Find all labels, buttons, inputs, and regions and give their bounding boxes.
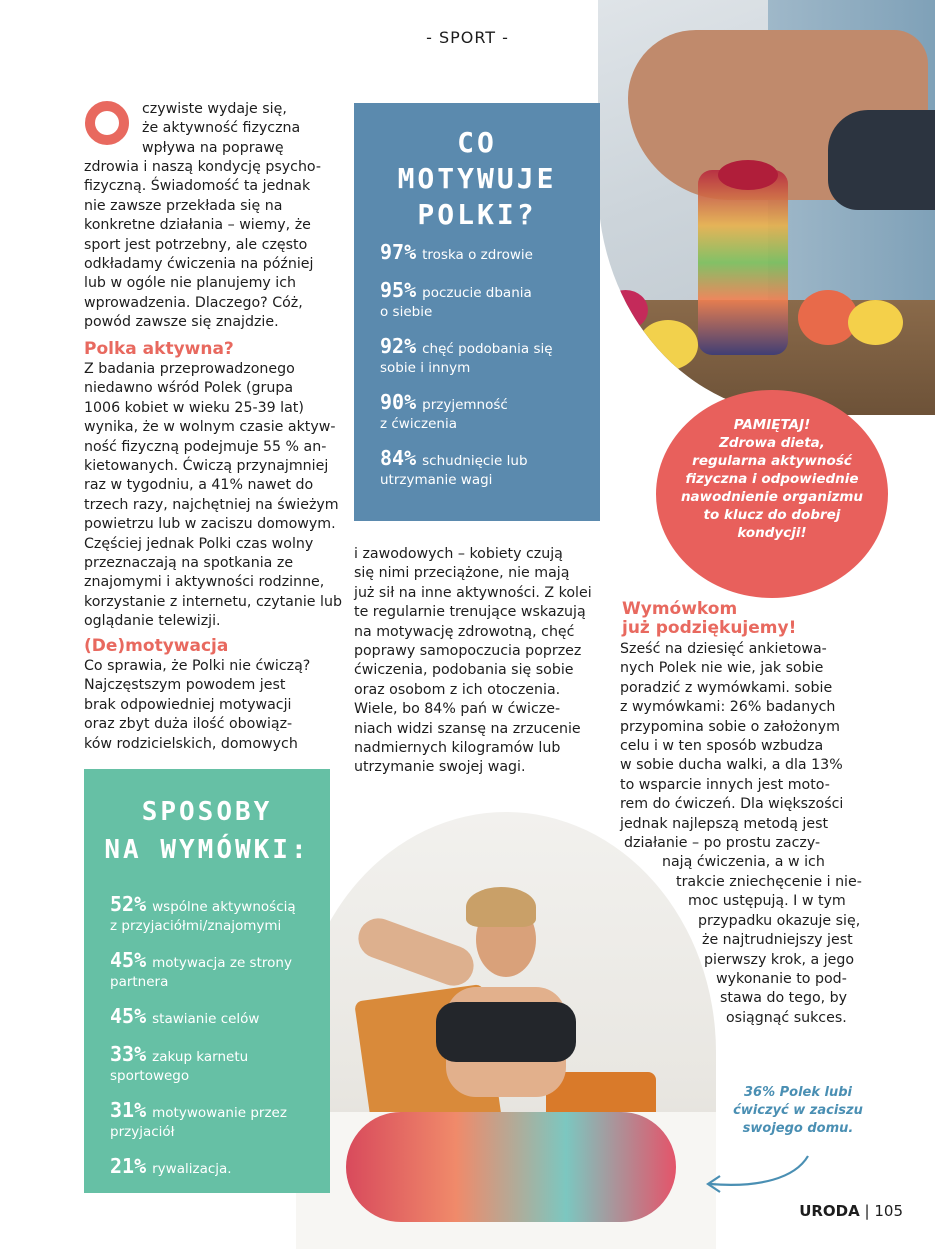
motivation-title: CO MOTYWUJE POLKI?: [397, 126, 557, 231]
stat-row: 90% przyjemność z ćwiczenia: [380, 390, 508, 432]
reminder-circle: PAMIĘTAJ! Zdrowa dieta, regularna aktywność fizyczna i odpowiednie nawodnienie organizmu to klucz do dobrej kondycji!: [656, 390, 888, 598]
middle-paragraph: i zawodowych – kobiety czują się nimi przeciążone, nie mają już sił na inne aktywności. Z kolei te regularnie trenujące wskazują na motywację zdrowotną, chęć poprawy samopoczucia poprzez ćwiczenia, podobania się sobie oraz osobom z ich otoczenia. Wiele, bo 84% pań w ćwicze- niach widzi szansę na zrzucenie nadmiernych kilogramów lub utrzymanie swojej wagi.: [354, 546, 592, 776]
excuses-paragraph: Sześć na dziesięć ankietowa- nych Polek nie wie, jak sobie poradzić z wymówkami. sobie z wymówkami: 26% badanych przypomina sobie o założonym celu i w ten sposób wzbudza w sobie ducha walki, a dla 13% to wsparcie innych jest moto- rem do ćwiczeń. Dla większości jednak najlepszą metodą jest działanie – po prostu zaczy- nają ćwiczenia, a w ich trakcie zniechęcenie i nie- moc ustępują. I w tym przypadku okazuje się, że najtrudniejszy jest pierwszy krok, a jego wykonanie to pod- stawa do tego, by osiągnąć sukces.: [620, 641, 862, 1026]
section-tag: - SPORT -: [426, 28, 509, 47]
excuses-box: [84, 769, 330, 1193]
paragraph-demotywacja: Co sprawia, że Polki nie ćwiczą? Najczęstszym powodem jest brak odpowiedniej motywacji oraz zbyt duża ilość obowiąz- ków rodzicielskich, domowych: [84, 658, 311, 752]
stat-row: 97% troska o zdrowie: [380, 240, 533, 264]
page-footer: URODA | 105: [799, 1202, 903, 1220]
stat-row: 84% schudnięcie lub utrzymanie wagi: [380, 446, 528, 488]
stat-row: 45% stawianie celów: [110, 1004, 260, 1028]
paragraph-polka-aktywna: Z badania przeprowadzonego niedawno wśród Polek (grupa 1006 kobiet w wieku 25-39 lat) wynika, że w wolnym czasie aktyw- ność fizyczną podejmuje 55 % an- kietowanych. Ćwiczą przynajmniej raz w tygodniu, a 41% nawet do trzech razy, najchętniej na świeżym powietrzu lub w zaciszu domowym. Częściej jednak Polki czas wolny przeznaczają na spotkania ze znajomymi i aktywności rodzinne, korzystanie z internetu, czytanie lub oglądanie telewizji.: [84, 361, 342, 630]
stat-row: 52% wspólne aktywnością z przyjaciółmi/znajomymi: [110, 892, 296, 934]
magazine-name: URODA: [799, 1202, 860, 1220]
stat-row: 45% motywacja ze strony partnera: [110, 948, 292, 990]
intro-paragraph: zdrowia i naszą kondycję psycho- fizyczną. Świadomość ta jednak nie zawsze przekłada się na konkretne działania – wiemy, że sport jest potrzebny, ale często odkładamy ćwiczenia na później lub w ogóle nie planujemy ich wprowadzenia. Dlaczego? Cóż, powód zawsze się znajdzie.: [84, 159, 321, 331]
curved-arrow-icon: [700, 1150, 815, 1195]
stat-row: 31% motywowanie przez przyjaciół: [110, 1098, 287, 1140]
motivation-box: [354, 103, 600, 521]
heading-wymowkom: Wymówkom już podziękujemy!: [622, 599, 797, 638]
stat-row: 21% rywalizacja.: [110, 1154, 232, 1178]
drop-cap: [84, 100, 130, 146]
stat-row: 95% poczucie dbania o siebie: [380, 278, 532, 320]
stat-row: 92% chęć podobania się sobie i innym: [380, 334, 553, 376]
quote-callout: 36% Polek lubi ćwiczyć w zaciszu swojego domu.: [733, 1085, 863, 1136]
fruit-jar-photo: [598, 0, 935, 415]
excuses-title: SPOSOBY NA WYMÓWKI:: [104, 797, 310, 865]
reminder-title: PAMIĘTAJ!: [733, 417, 811, 433]
heading-polka-aktywna: Polka aktywna?: [84, 339, 234, 359]
intro-lines: czywiste wydaje się, że aktywność fizyczna wpływa na poprawę: [142, 101, 301, 156]
heading-demotywacja: (De)motywacja: [84, 636, 229, 656]
stat-row: 33% zakup karnetu sportowego: [110, 1042, 249, 1084]
page-number: 105: [874, 1202, 903, 1220]
